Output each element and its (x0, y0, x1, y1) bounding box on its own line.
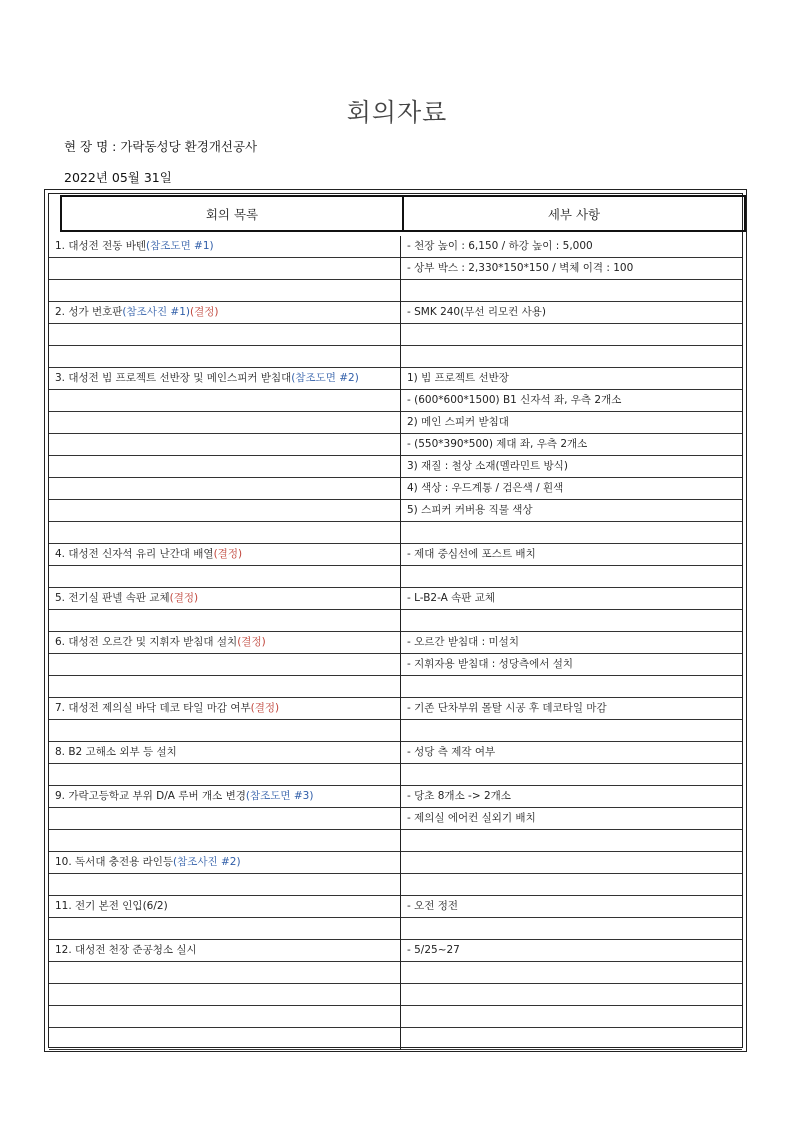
agenda-cell (55, 676, 395, 697)
detail-cell (407, 764, 737, 785)
table-row (49, 808, 742, 830)
agenda-cell (55, 566, 395, 587)
table-row (49, 1028, 742, 1050)
agenda-cell (55, 830, 395, 851)
document-title: 회의자료 (346, 98, 448, 127)
agenda-cell (55, 236, 395, 257)
agenda-cell (55, 874, 395, 895)
agenda-cell (55, 588, 395, 609)
agenda-cell (55, 786, 395, 807)
table-row (49, 896, 742, 918)
table-row (49, 654, 742, 676)
agenda-cell (55, 962, 395, 983)
agenda-text: 2. 성가 번호판 (55, 306, 123, 318)
table-row (49, 852, 742, 874)
agenda-cell (55, 544, 395, 565)
table-row (49, 566, 742, 588)
detail-cell (407, 984, 737, 1005)
agenda-cell (55, 412, 395, 433)
agenda-cell (55, 500, 395, 521)
agenda-cell (55, 1028, 395, 1049)
detail-cell: - (600*600*1500) B1 신자석 좌, 우측 2개소 (407, 394, 622, 406)
agenda-cell (55, 280, 395, 301)
agenda-cell (55, 918, 395, 939)
table-row (49, 324, 742, 346)
agenda-cell (55, 456, 395, 477)
agenda-text: 9. 가락고등학교 부위 D/A 루버 개소 변경 (55, 790, 246, 802)
agenda-text: 5. 전기실 판넬 속판 교체 (55, 592, 170, 604)
agenda-text: 6. 대성전 오르간 및 지휘자 받침대 설치 (55, 636, 238, 648)
agenda-cell (55, 632, 395, 653)
table-row (49, 1006, 742, 1028)
agenda-cell (55, 478, 395, 499)
table-row (49, 412, 742, 434)
agenda-text: 4. 대성전 신자석 유리 난간대 배열 (55, 548, 214, 560)
agenda-cell (55, 346, 395, 367)
table-row (49, 698, 742, 720)
detail-cell: - 기존 단차부위 몰탈 시공 후 데코타일 마감 (407, 702, 607, 714)
detail-cell: - 천장 높이 : 6,150 / 하강 높이 : 5,000 (407, 240, 593, 252)
detail-cell (407, 346, 737, 367)
detail-cell: - 제의실 에어컨 실외기 배치 (407, 812, 536, 824)
table-row (49, 764, 742, 786)
header-details: 세부 사항 (402, 195, 746, 232)
detail-cell: 2) 메인 스피커 받침대 (407, 416, 509, 428)
agenda-cell (55, 808, 395, 829)
detail-cell (407, 324, 737, 345)
detail-cell (407, 918, 737, 939)
table-row (49, 786, 742, 808)
detail-cell (407, 566, 737, 587)
detail-cell: - SMK 240(무선 리모컨 사용) (407, 306, 546, 318)
agenda-text: 11. 전기 본전 인입(6/2) (55, 900, 168, 912)
table-row (49, 258, 742, 280)
detail-cell: - 오전 정전 (407, 900, 459, 912)
table-row (49, 742, 742, 764)
table-row (49, 478, 742, 500)
table-row (49, 368, 742, 390)
detail-cell: 5) 스피커 커버용 직물 색상 (407, 504, 533, 516)
detail-cell (407, 874, 737, 895)
agenda-cell (55, 940, 395, 961)
detail-cell (407, 676, 737, 697)
agenda-cell (55, 390, 395, 411)
agenda-cell (55, 742, 395, 763)
table-row (49, 302, 742, 324)
detail-cell: - 성당 측 제작 여부 (407, 746, 496, 758)
agenda-cell (55, 654, 395, 675)
reference-tag: (참조도면 #1) (146, 240, 214, 252)
agenda-cell (55, 258, 395, 279)
decision-tag: (결정) (190, 306, 219, 318)
detail-cell (407, 852, 737, 873)
decision-tag: (결정) (237, 636, 266, 648)
decision-tag: (결정) (250, 702, 280, 714)
site-name: 현 장 명 : 가락동성당 환경개선공사 (64, 139, 258, 154)
detail-cell: - (550*390*500) 제대 좌, 우측 2개소 (407, 438, 588, 450)
agenda-text: 10. 독서대 충전용 라인등 (55, 856, 173, 868)
detail-cell (407, 830, 737, 851)
agenda-cell (55, 302, 395, 323)
table-row (49, 522, 742, 544)
table-row (49, 588, 742, 610)
meeting-table (49, 232, 742, 1048)
agenda-cell (55, 896, 395, 917)
meeting-date: 2022년 05월 31일 (64, 170, 172, 185)
reference-tag: (참조사진 #2) (173, 856, 241, 868)
agenda-cell (55, 368, 395, 389)
agenda-cell (55, 610, 395, 631)
table-row (49, 456, 742, 478)
detail-cell: - 5/25~27 (407, 944, 460, 956)
agenda-text: 7. 대성전 제의실 바닥 데코 타일 마감 여부 (55, 702, 251, 714)
table-row (49, 280, 742, 302)
table-row (49, 940, 742, 962)
table-row (49, 610, 742, 632)
detail-cell: - L-B2-A 속판 교체 (407, 592, 496, 604)
agenda-cell (55, 852, 395, 873)
detail-cell (407, 280, 737, 301)
detail-cell (407, 720, 737, 741)
table-row (49, 984, 742, 1006)
table-row (49, 676, 742, 698)
agenda-text: 8. B2 고해소 외부 등 설치 (55, 746, 177, 758)
detail-cell (407, 962, 737, 983)
agenda-cell (55, 698, 395, 719)
table-row (49, 874, 742, 896)
detail-cell: 4) 색상 : 우드계통 / 검은색 / 흰색 (407, 482, 564, 494)
detail-cell: - 지휘자용 받침대 : 성당측에서 설치 (407, 658, 574, 670)
detail-cell: 3) 재질 : 철상 소재(멜라민트 방식) (407, 460, 568, 472)
table-row (49, 434, 742, 456)
detail-cell (407, 610, 737, 631)
agenda-cell (55, 1006, 395, 1027)
agenda-cell (55, 720, 395, 741)
table-row (49, 632, 742, 654)
reference-tag: (참조사진 #1) (122, 306, 191, 318)
decision-tag: (결정) (169, 592, 199, 604)
decision-tag: (결정) (213, 548, 243, 560)
table-row (49, 962, 742, 984)
agenda-cell (55, 434, 395, 455)
detail-cell (407, 522, 737, 543)
detail-cell (407, 1006, 737, 1027)
agenda-text: 12. 대성전 천장 준공청소 실시 (55, 944, 197, 956)
detail-cell: 1) 빔 프로젝트 선반장 (407, 372, 509, 384)
detail-cell: - 당초 8개소 -> 2개소 (407, 790, 511, 802)
agenda-text: 3. 대성전 빔 프로젝트 선반장 및 메인스피커 받침대 (55, 372, 292, 384)
header-agenda: 회의 목록 (60, 195, 404, 232)
agenda-cell (55, 522, 395, 543)
detail-cell (407, 1028, 737, 1049)
detail-cell: - 오르간 받침대 : 미설치 (407, 636, 519, 648)
table-row (49, 390, 742, 412)
table-row (49, 346, 742, 368)
table-row (49, 918, 742, 940)
column-divider (400, 236, 401, 1050)
detail-cell: - 제대 중심선에 포스트 배치 (407, 548, 536, 560)
detail-cell: - 상부 박스 : 2,330*150*150 / 벽체 이격 : 100 (407, 262, 634, 274)
table-row (49, 830, 742, 852)
agenda-cell (55, 984, 395, 1005)
table-row (49, 720, 742, 742)
agenda-cell (55, 324, 395, 345)
agenda-text: 1. 대성전 전동 바텐 (55, 240, 147, 252)
table-row (49, 544, 742, 566)
agenda-cell (55, 764, 395, 785)
reference-tag: (참조도면 #2) (291, 372, 359, 384)
table-row (49, 500, 742, 522)
table-row (49, 236, 742, 258)
reference-tag: (참조도면 #3) (245, 790, 314, 802)
